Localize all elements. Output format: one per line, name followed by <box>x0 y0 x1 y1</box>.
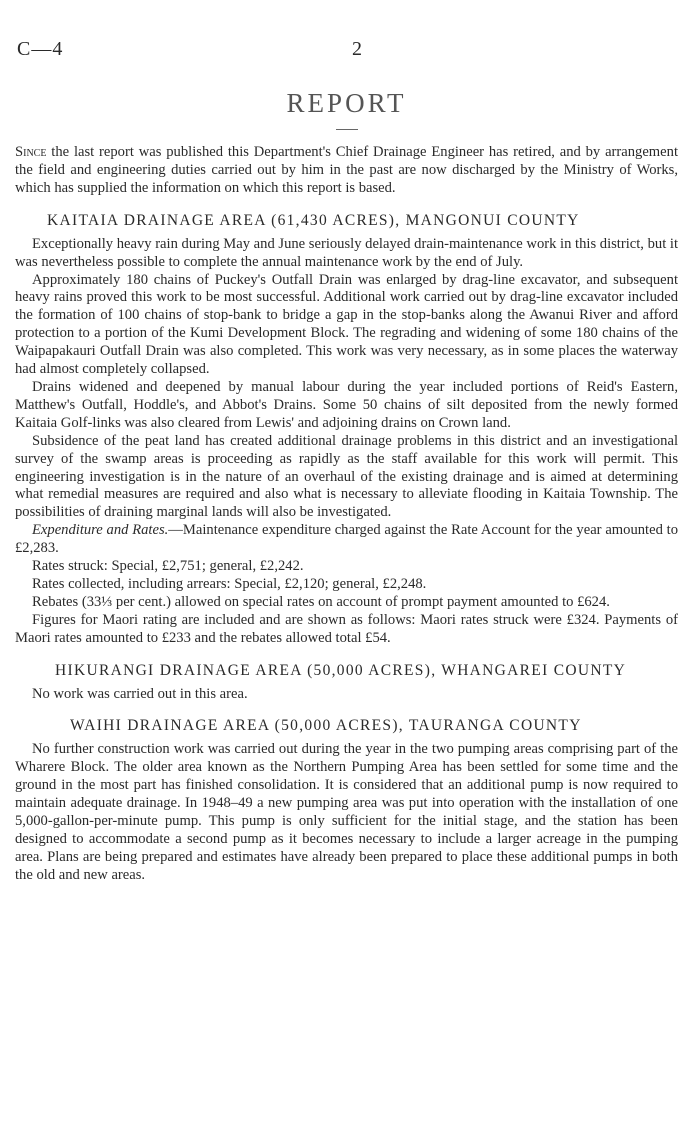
rebates: Rebates (33⅓ per cent.) allowed on special rates on account of prompt payment amounted to £624. <box>32 593 610 610</box>
intro-first-word: Since <box>15 144 47 160</box>
expenditure-text: —Maintenance expenditure charged against the Rate Account for the year amounted to £2,283. <box>15 522 678 557</box>
rates-collected: Rates collected, including arrears: Special, £2,120; general, £2,248. <box>32 575 427 592</box>
kaitaia-paragraph-3: Drains widened and deepened by manual labour during the year included portions of Reid's Eastern, Matthew's Outfall, Hoddle's, and Abbot's Drains. Some 50 chains of silt deposited from the newly formed Kaitaia Golf-links was also cleared from Lewis' and adjoining drains on Crown land. <box>15 378 678 431</box>
kaitaia-expenditure <box>15 522 678 558</box>
expenditure-label: Expenditure and Rates. <box>32 522 169 539</box>
kaitaia-paragraph-4: Subsidence of the peat land has created additional drainage problems in this district and an investigational survey of the swamp areas is proceeding as rapidly as the staff available for this work will permit. This engineering investigation is in the nature of an overhaul of the existing drainage and is aimed at determining what remedial measures are required and also what is necessary to alleviate flooding in Kaitaia Township. The possibilities of draining marginal lands will also be investigated. <box>15 432 678 521</box>
section-heading-hikurangi: HIKURANGI DRAINAGE AREA (50,000 ACRES), WHANGAREI COUNTY <box>55 661 627 679</box>
hikurangi-paragraph-1: No work was carried out in this area. <box>32 685 248 702</box>
kaitaia-paragraph-1: Exceptionally heavy rain during May and June seriously delayed drain-maintenance work in this district, but it was nevertheless possible to complete the annual maintenance work by the end of July. <box>15 235 679 270</box>
intro-text: the last report was published this Department's Chief Drainage Engineer has retired, and by arrangement the field and engineering duties carried out by him in the past are now discharged by the Ministry of Works, which has supplied the information on which this report is based. <box>15 144 678 196</box>
waihi-paragraph-1: No further construction work was carried out during the year in the two pumping areas comprising part of the Wharere Block. The older area known as the Northern Pumping Area has been settled for some time and the ground in the most part has finished consolidation. It is considered that an additional pump is now required to maintain adequate drainage. In 1948–49 a new pumping area was put into operation with the installation of one 5,000-gallon-per-minute pump. This pump is only sufficient for the initial stage, and the station has been designed to accommodate a second pump as it becomes necessary to include a larger acreage in the pumping area. Plans are being prepared and estimates have already been prepared to place these additional pumps in both the old and new areas. <box>15 741 678 883</box>
section-heading-kaitaia: KAITAIA DRAINAGE AREA (61,430 ACRES), MANGONUI COUNTY <box>47 211 580 229</box>
page-title: REPORT <box>286 88 407 118</box>
kaitaia-paragraph-2: Approximately 180 chains of Puckey's Outfall Drain was enlarged by drag-line excavator, and subsequent heavy rains proved this work to be most successful. Additional work carried out by drag-line excavator included the formation of 100 chains of stop-bank to bridge a gap in the stop-banks along the Awanui River and afford protection to a portion of the Kumi Development Block. The regrading and widening of some 180 chains of the Waipapakauri Outfall Drain was also completed. This work was very necessary, as in some places the waterway had almost completely collapsed. <box>15 271 678 378</box>
report-code: C—4 <box>17 38 64 60</box>
intro-paragraph <box>15 144 678 198</box>
section-heading-waihi: WAIHI DRAINAGE AREA (50,000 ACRES), TAURANGA COUNTY <box>70 717 582 735</box>
page-number: 2 <box>352 38 362 60</box>
rates-struck: Rates struck: Special, £2,751; general, £2,242. <box>32 558 304 575</box>
title-rule <box>336 129 358 130</box>
maori-rating: Figures for Maori rating are included and are shown as follows: Maori rates struck were £324. Payments of Maori rates amounted to £233 and the rebates allowed total £54. <box>15 611 678 646</box>
running-head <box>15 0 678 60</box>
